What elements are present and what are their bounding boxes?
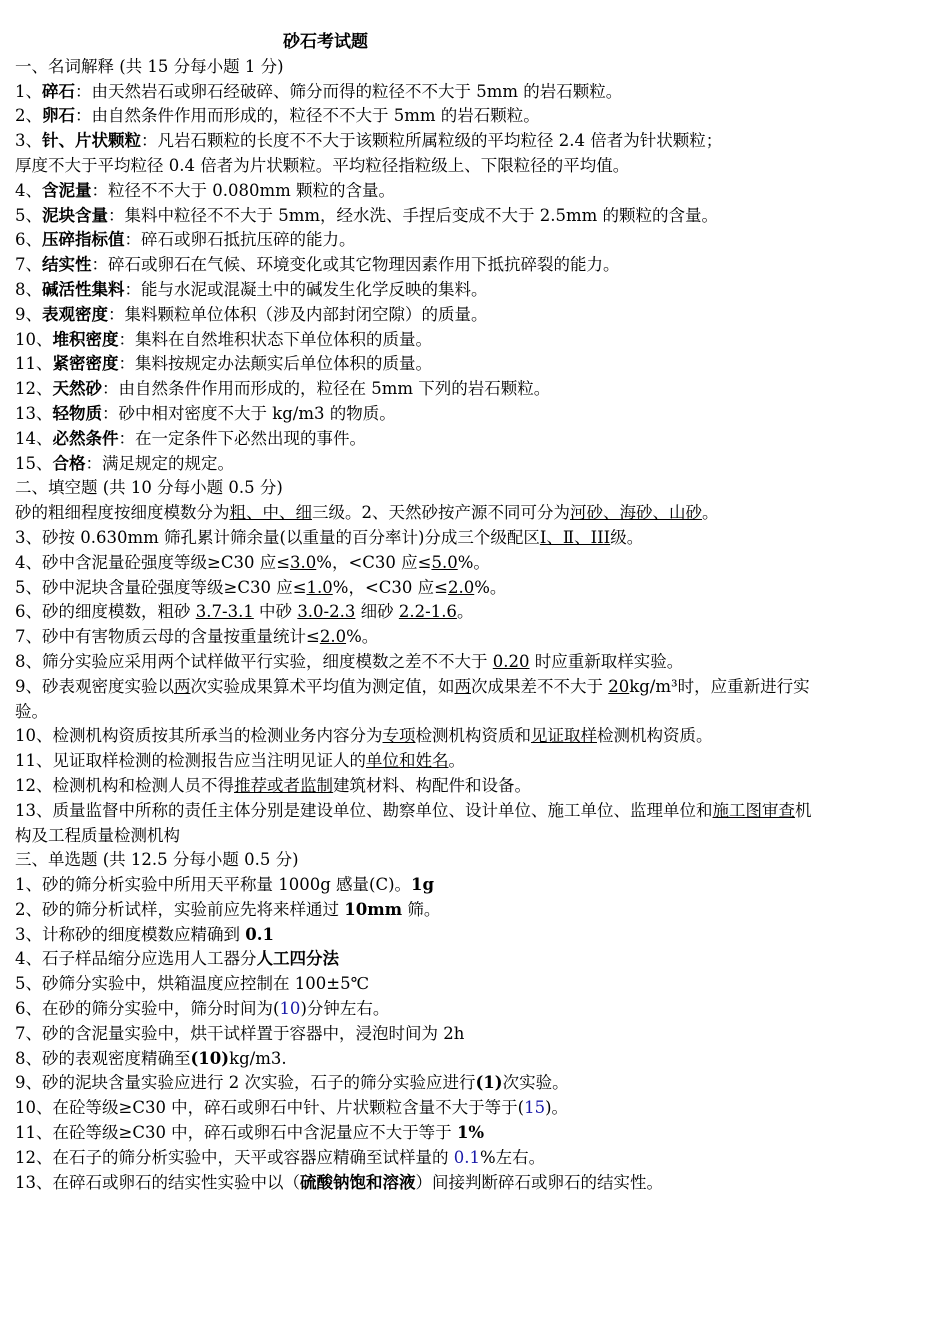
choice-question-13: 13、在碎石或卵石的结实性实验中以（硫酸钠饱和溶液）间接判断碎石或卵石的结实性。 (15, 1172, 663, 1192)
item-number: 7、 (15, 255, 42, 275)
choice-question-2: 2、砂的筛分析试样，实验前应先将来样通过 10mm 筛。 (15, 899, 441, 919)
choice-question-4: 4、石子样品缩分应选用人工器分人工四分法 (15, 949, 339, 969)
answer: 3.7-3.1 (195, 602, 254, 622)
definition-item (15, 278, 815, 303)
fill-question-4: 4、砂中含泥量砼强度等级≥C30 应≤3.0%，<C30 应≤5.0%。 (15, 552, 490, 572)
choice-question-11: 11、在砼等级≥C30 中，碎石或卵石中含泥量应不大于等于 1% (15, 1123, 485, 1143)
item-number: 4、 (15, 180, 42, 200)
fill-question-10: 10、检测机构资质按其所承当的检测业务内容分为专项检测机构资质和见证取样检测机构资质。 (15, 726, 713, 746)
answer: 见证取样 (531, 726, 597, 746)
term: 天然砂 (52, 379, 102, 399)
answer: 1.0 (306, 577, 333, 597)
term: 结实性 (42, 255, 92, 275)
definition-item (15, 427, 815, 452)
fill-question-8: 8、筛分实验应采用两个试样做平行实验，细度模数之差不不大于 0.20 时应重新取样实验。 (15, 651, 684, 671)
definition: ：满足规定的规定。 (85, 453, 234, 473)
term: 紧密密度 (52, 354, 119, 374)
answer: 10mm (344, 899, 403, 919)
document-page (15, 30, 815, 1195)
answer: 人工四分法 (256, 949, 339, 969)
answer: 5.0 (431, 552, 458, 572)
definition-item (15, 303, 815, 328)
answer: (10) (190, 1048, 230, 1068)
answer: 0.1 (245, 924, 274, 944)
item-number: 11、 (15, 354, 53, 374)
answer: 3.0-2.3 (297, 602, 356, 622)
definition: ：砂中相对密度不大于 kg/m3 的物质。 (102, 403, 396, 423)
definition: ：集料在自然堆积状态下单位体积的质量。 (118, 329, 432, 349)
definition-item (15, 328, 815, 353)
section-1-heading: 一、名词解释 (共 15 分每小题 1 分) (15, 56, 284, 76)
definition: 厚度不大于平均粒径 0.4 倍者为片状颗粒。平均粒径指粒级上、下限粒径的平均值。 (15, 155, 630, 175)
answer: 3.0 (290, 552, 317, 572)
answer: 粗、中、细 (229, 503, 312, 523)
definition: ：由自然条件作用而形成的，粒径不不大于 5mm 的岩石颗粒。 (75, 106, 540, 126)
item-number: 6、 (15, 230, 42, 250)
term: 针、片状颗粒 (42, 131, 141, 151)
fill-question-11: 11、见证取样检测的检测报告应当注明见证人的单位和姓名。 (15, 751, 465, 771)
definition-item (15, 80, 815, 105)
answer: (1) (475, 1073, 503, 1093)
section-2-heading: 二、填空题 (共 10 分每小题 0.5 分) (15, 478, 283, 498)
term: 堆积密度 (52, 329, 119, 349)
item-number: 15、 (15, 453, 53, 473)
answer: 0.20 (492, 651, 530, 671)
fill-question-5: 5、砂中泥块含量砼强度等级≥C30 应≤1.0%，<C30 应≤2.0%。 (15, 577, 507, 597)
term: 碎石 (42, 81, 75, 101)
definition: ：在一定条件下必然出现的事件。 (118, 428, 366, 448)
answer: 100±5℃ (294, 974, 370, 994)
definition: ：集料颗粒单位体积（涉及内部封闭空隙）的质量。 (108, 304, 488, 324)
item-number: 3、 (15, 131, 42, 151)
answer: 单位和姓名 (366, 751, 449, 771)
term-definitions-list (15, 80, 815, 477)
term: 表观密度 (42, 304, 108, 324)
definition-item (15, 352, 815, 377)
answer: 2h (443, 1023, 465, 1043)
definition-item (15, 179, 815, 204)
definition: ：碎石或卵石抵抗压碎的能力。 (124, 230, 356, 250)
definition-item (15, 129, 815, 154)
item-number: 5、 (15, 205, 42, 225)
definition: ：能与水泥或混凝土中的碱发生化学反映的集料。 (124, 279, 488, 299)
term: 含泥量 (42, 180, 92, 200)
term: 压碎指标值 (42, 230, 125, 250)
answer: 两 (174, 676, 191, 696)
item-number: 10、 (15, 329, 53, 349)
item-number: 2、 (15, 106, 42, 126)
definition-item (15, 104, 815, 129)
answer: 1% (456, 1123, 485, 1143)
answer: 1g (411, 875, 435, 895)
item-number: 9、 (15, 304, 42, 324)
definition: ：碎石或卵石在气候、环境变化或其它物理因素作用下抵抗碎裂的能力。 (91, 255, 620, 275)
choice-question-7: 7、砂的含泥量实验中，烘干试样置于容器中，浸泡时间为 2h (15, 1023, 465, 1043)
answer: 2.0 (319, 627, 347, 647)
answer: 2.0 (447, 577, 475, 597)
answer: 0.1 (453, 1147, 480, 1167)
term: 泥块含量 (42, 205, 108, 225)
choice-question-10: 10、在砼等级≥C30 中，碎石或卵石中针、片状颗粒含量不大于等于(15)。 (15, 1098, 569, 1118)
definition-item (15, 204, 815, 229)
term: 卵石 (42, 106, 75, 126)
choice-question-12: 12、在石子的筛分析实验中，天平或容器应精确至试样量的 0.1%左右。 (15, 1147, 546, 1167)
answer: 20 (608, 676, 630, 696)
answer: 15 (524, 1098, 546, 1118)
definition-item (15, 452, 815, 477)
definition: ：集料按规定办法颠实后单位体积的质量。 (118, 354, 432, 374)
definition-item (15, 154, 815, 179)
choice-question-3: 3、计称砂的细度模数应精确到 0.1 (15, 924, 274, 944)
definition: ：凡岩石颗粒的长度不不大于该颗粒所属粒级的平均粒径 2.4 倍者为针状颗粒； (141, 131, 723, 151)
item-number: 14、 (15, 428, 53, 448)
item-number: 13、 (15, 403, 53, 423)
answer: 河砂、海砂、山砂 (570, 503, 702, 523)
answer: Ⅰ、Ⅱ、III (539, 527, 611, 547)
answer: 推荐或者监制 (234, 775, 333, 795)
document-title: 砂石考试题 (283, 32, 368, 52)
definition-item (15, 253, 815, 278)
definition: ：集料中粒径不不大于 5mm，经水洗、手捏后变成不大于 2.5mm 的颗粒的含量。 (108, 205, 719, 225)
fill-question-9: 9、砂表观密度实验以两次实验成果算术平均值为测定值，如两次成果差不不大于 20kg/m³时，应重新进行实验。 (15, 676, 810, 721)
answer: 专项 (382, 726, 416, 746)
fill-question-6: 6、砂的细度模数，粗砂 3.7-3.1 中砂 3.0-2.3 细砂 2.2-1.6。 (15, 602, 474, 622)
answer: 10 (279, 999, 301, 1019)
choice-question-8: 8、砂的表观密度精确至(10)kg/m3. (15, 1048, 287, 1068)
section-3-heading: 三、单选题 (共 12.5 分每小题 0.5 分) (15, 850, 299, 870)
fill-question-3: 3、砂按 0.630mm 筛孔累计筛余量(以重量的百分率计)分成三个级配区Ⅰ、Ⅱ、III级。 (15, 527, 644, 547)
term: 碱活性集料 (42, 279, 125, 299)
choice-question-1: 1、砂的筛分析实验中所用天平称量 1000g 感量(C)。1g (15, 875, 435, 895)
term: 必然条件 (52, 428, 119, 448)
choice-question-5: 5、砂筛分实验中，烘箱温度应控制在 100±5℃ (15, 974, 370, 994)
fill-question-7: 7、砂中有害物质云母的含量按重量统计≤2.0%。 (15, 627, 379, 647)
definition: ：由自然条件作用而形成的，粒径在 5mm 下列的岩石颗粒。 (102, 379, 551, 399)
definition-item (15, 402, 815, 427)
item-number: 1、 (15, 81, 42, 101)
answer: 硫酸钠饱和溶液 (300, 1172, 416, 1192)
definition: ：由天然岩石或卵石经破碎、筛分而得的粒径不不大于 5mm 的岩石颗粒。 (75, 81, 623, 101)
choice-question-9: 9、砂的泥块含量实验应进行 2 次实验，石子的筛分实验应进行(1)次实验。 (15, 1073, 569, 1093)
item-number: 12、 (15, 379, 53, 399)
choice-question-6: 6、在砂的筛分实验中，筛分时间为(10)分钟左右。 (15, 999, 390, 1019)
answer: 施工图审查 (712, 800, 795, 820)
item-number: 8、 (15, 279, 42, 299)
answer: 2.2-1.6 (398, 602, 457, 622)
term: 合格 (52, 453, 86, 473)
term: 轻物质 (52, 403, 102, 423)
definition-item (15, 377, 815, 402)
definition-item (15, 228, 815, 253)
fill-question-12: 12、检测机构和检测人员不得推荐或者监制建筑材料、构配件和设备。 (15, 775, 531, 795)
definition: ：粒径不不大于 0.080mm 颗粒的含量。 (91, 180, 396, 200)
fill-question-13: 13、质量监督中所称的责任主体分别是建设单位、勘察单位、设计单位、施工单位、监理单位和施工图审查机构及工程质量检测机构 (15, 800, 812, 845)
fill-question-1: 砂的粗细程度按细度模数分为粗、中、细三级。2、天然砂按产源不同可分为河砂、海砂、山砂。 (15, 503, 719, 523)
answer: 两 (454, 676, 471, 696)
